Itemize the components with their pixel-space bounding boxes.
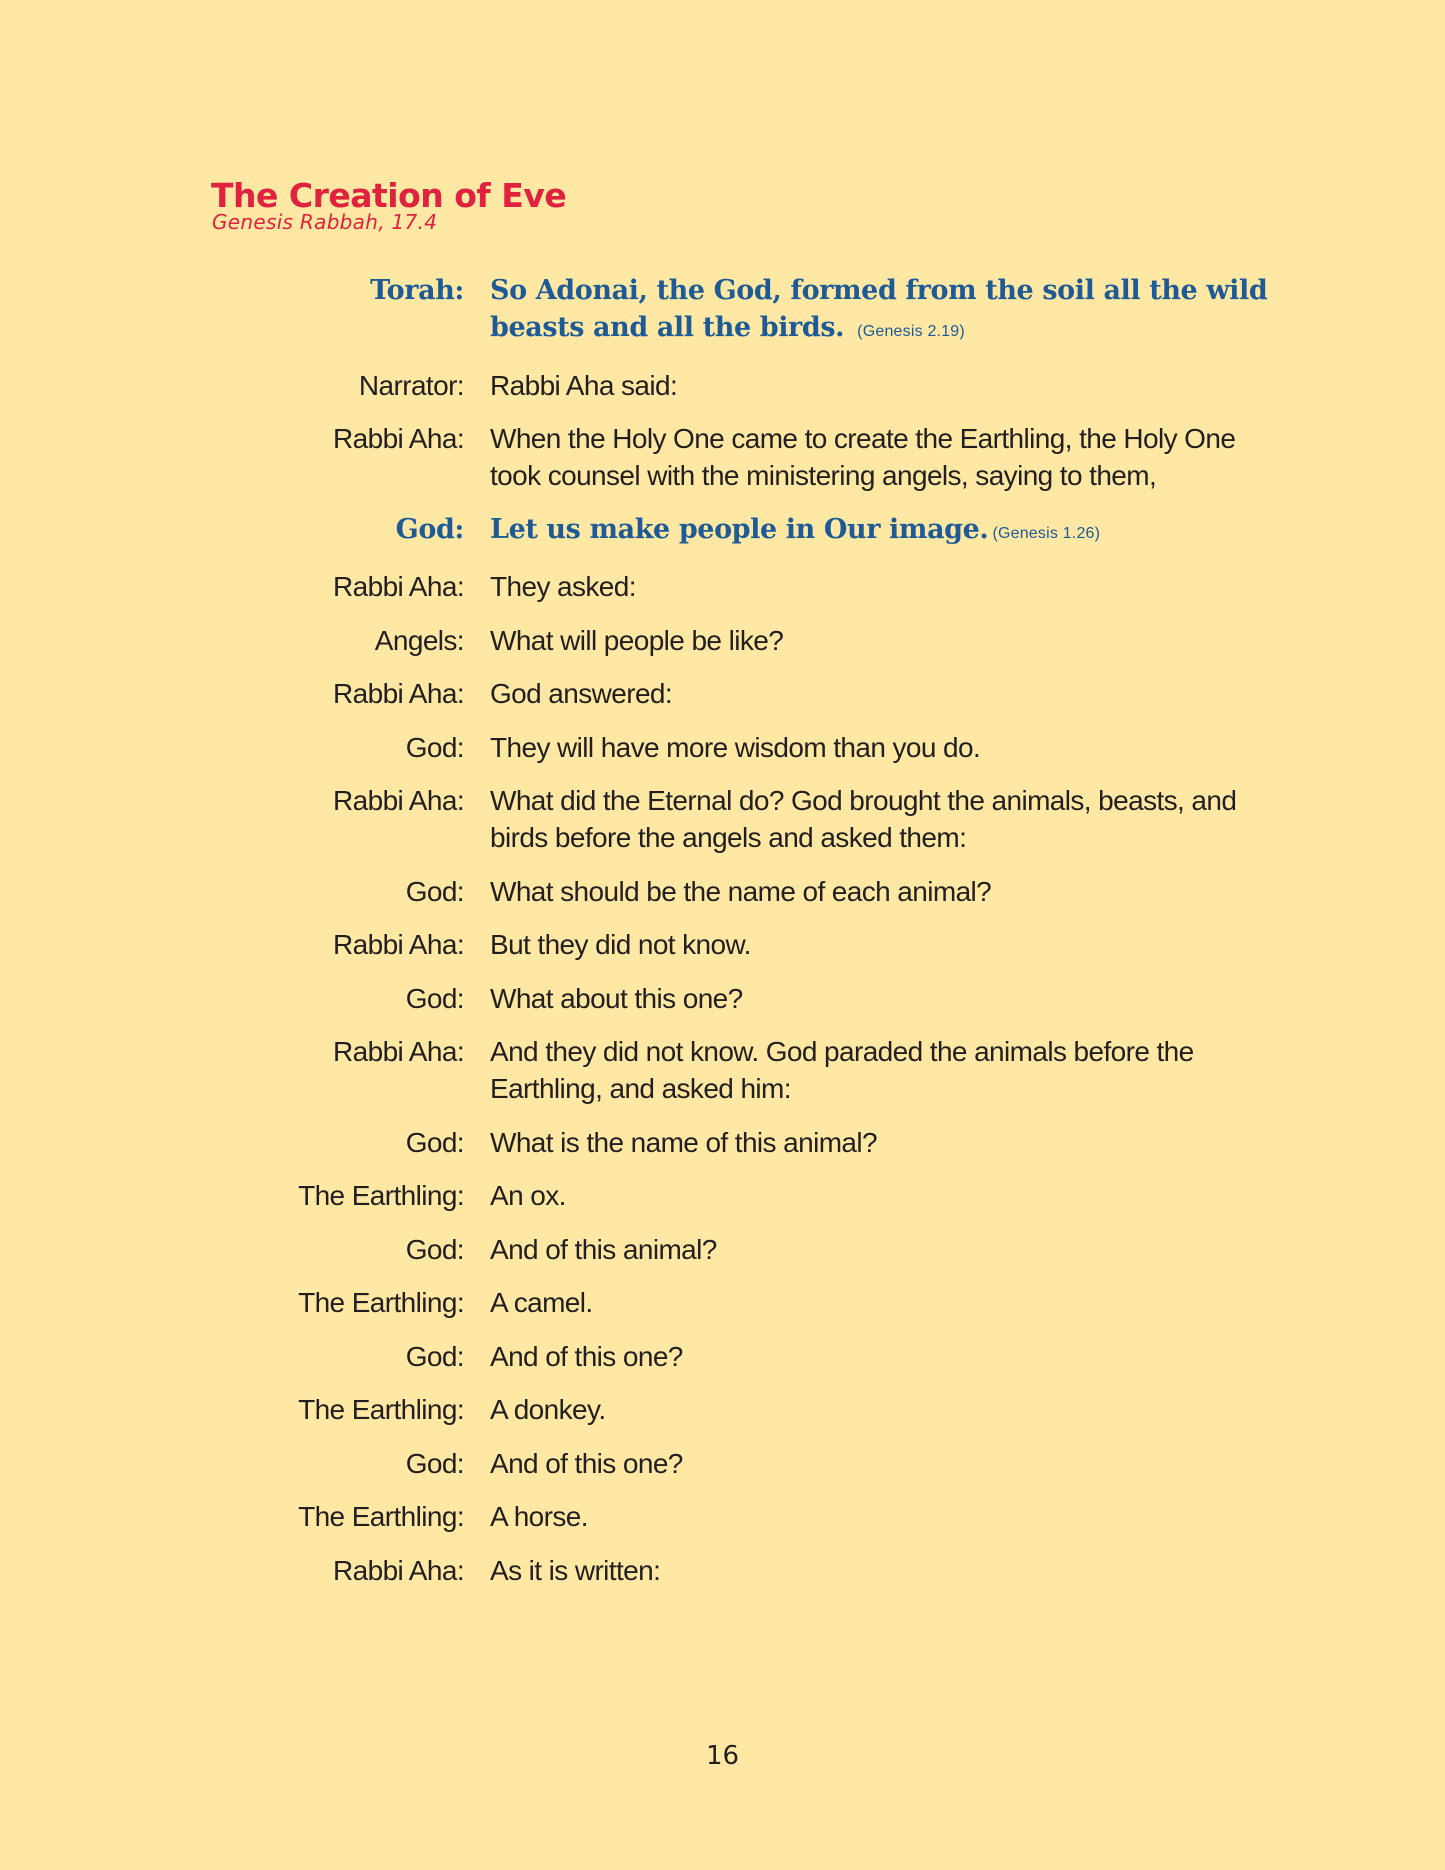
script-row <box>0 1124 1445 1161</box>
dialogue-text: A horse. <box>490 1501 588 1532</box>
verse-citation: (Genesis 1.26) <box>992 524 1101 542</box>
speaker-label: Rabbi Aha: <box>333 423 464 454</box>
dialogue-text: What did the Eternal do? God brought the animals, beasts, and birds before the angels and asked them: <box>490 785 1237 853</box>
speaker-label: The Earthling: <box>298 1287 464 1318</box>
dialogue-text: What will people be like? <box>490 624 784 656</box>
dialogue-text: And of this one? <box>490 1447 683 1479</box>
speaker-label: Rabbi Aha: <box>333 1036 464 1067</box>
speaker-label: The Earthling: <box>298 1394 464 1425</box>
page-number: 16 <box>706 1741 740 1771</box>
dialogue-text: Rabbi Aha said: <box>490 369 678 401</box>
quote-text: Let us make people in Our image. <box>490 513 989 545</box>
script-row <box>0 675 1445 712</box>
speaker-label: God: <box>405 1447 464 1479</box>
script-row <box>0 1391 1445 1428</box>
script-row <box>0 1552 1445 1589</box>
page-title: The Creation of Eve <box>211 176 567 216</box>
dialogue-text: As it is written: <box>490 1554 661 1586</box>
speaker-label: Rabbi Aha: <box>333 929 464 960</box>
source-citation: Genesis Rabbah, 17.4 <box>212 210 438 234</box>
dialogue-text: When the Holy One came to create the Earthling, the Holy One took counsel with the ministering angels, saying to them, <box>490 423 1236 491</box>
speaker-label: Torah: <box>370 275 464 306</box>
dialogue-text: They asked: <box>490 571 636 602</box>
dialogue-text: What about this one? <box>490 982 743 1014</box>
speaker-label: God: <box>405 731 464 763</box>
script-row <box>0 272 1445 350</box>
script-row <box>0 1338 1445 1375</box>
script-row <box>0 622 1445 659</box>
speaker-label: Rabbi Aha: <box>333 785 464 816</box>
dialogue-text: An ox. <box>490 1180 566 1211</box>
speaker-label: God: <box>405 875 464 907</box>
speaker-label: God: <box>405 1233 464 1265</box>
dialogue-text <box>490 511 1270 552</box>
speaker-label: God: <box>405 982 464 1014</box>
script-row <box>0 1231 1445 1268</box>
speaker-label: God: <box>395 513 464 545</box>
script-row <box>0 1177 1445 1214</box>
script-row <box>0 1284 1445 1321</box>
script-row <box>0 367 1445 404</box>
script-row <box>0 1445 1445 1482</box>
dialogue-text: And they did not know. God paraded the animals before the Earthling, and asked him: <box>490 1036 1194 1104</box>
script-row <box>0 729 1445 766</box>
speaker-label: God: <box>405 1126 464 1158</box>
dialogue-text: What should be the name of each animal? <box>490 875 992 907</box>
dialogue-text: A camel. <box>490 1287 593 1318</box>
dialogue-text: And of this animal? <box>490 1233 717 1265</box>
dialogue-text: But they did not know. <box>490 929 751 960</box>
speaker-label: God: <box>405 1340 464 1372</box>
script-row <box>0 1033 1445 1107</box>
dialogue-text: A donkey. <box>490 1394 606 1425</box>
script-row <box>0 420 1445 494</box>
script-row <box>0 873 1445 910</box>
speaker-label: Rabbi Aha: <box>333 678 464 709</box>
script-row <box>0 782 1445 856</box>
script-row <box>0 511 1445 552</box>
speaker-label: Rabbi Aha: <box>333 571 464 602</box>
dialogue-text: What is the name of this animal? <box>490 1126 877 1158</box>
speaker-label: The Earthling: <box>298 1180 464 1211</box>
dialogue-text: They will have more wisdom than you do. <box>490 731 981 763</box>
dialogue-text: And of this one? <box>490 1340 683 1372</box>
script-row <box>0 926 1445 963</box>
dialogue-text: God answered: <box>490 678 673 709</box>
quote-text: So Adonai, the God, formed from the soil all the wild beasts and all the birds. <box>490 275 1268 343</box>
script-row <box>0 1498 1445 1535</box>
speaker-label: Angels: <box>374 624 464 656</box>
speaker-label: Rabbi Aha: <box>333 1554 464 1586</box>
verse-citation: (Genesis 2.19) <box>857 323 965 340</box>
script-dialogue <box>0 272 1445 1605</box>
script-row <box>0 568 1445 605</box>
speaker-label: Narrator: <box>358 369 464 401</box>
dialogue-text <box>490 272 1270 350</box>
speaker-label: The Earthling: <box>298 1501 464 1532</box>
script-row <box>0 980 1445 1017</box>
